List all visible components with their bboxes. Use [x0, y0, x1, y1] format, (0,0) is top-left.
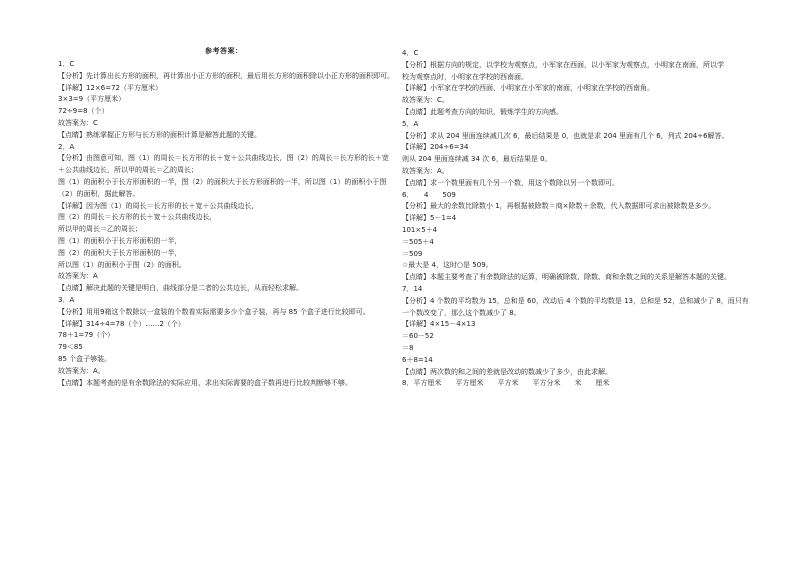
left-text-line: 【分析】先计算出长方形的面积，再计算出小正方形的面积，最后用长方形的面积除以小正方形的面积即可。 — [58, 71, 394, 80]
answer-heading: 参考答案： — [205, 47, 243, 55]
right-text-line: 5．A — [402, 119, 419, 128]
right-text-line: 101×5＋4 — [402, 225, 438, 234]
right-column — [402, 43, 747, 390]
left-text-line: 图（1）的面积小于长方形面积的一半， — [58, 236, 182, 245]
left-text-line: 所以甲的周长＝乙的周长； — [58, 225, 142, 234]
left-text-line: 故答案为：A。 — [58, 366, 105, 375]
right-text-line: 【点睛】此题考查方向的知识，锻炼学生的方向感。 — [402, 107, 563, 116]
left-text-line: 1．C — [58, 60, 75, 68]
left-text-line: 【详解】314÷4=78（个）……2（个） — [58, 319, 185, 328]
left-text-line: （2）的面积，据此解答。 — [58, 189, 140, 198]
left-text-line: 【点睛】本题考查的是有余数除法的实际应用，求出实际需要的盒子数再进行比较判断够不够。 — [58, 378, 352, 387]
left-text-line: 【分析】用用9箱这个数除以一盒装的个数看实际需要多少个盒子装，再与 85 个盒子进行比较即可。 — [58, 307, 370, 316]
right-text-line: 【点睛】两次数的和之间的差就是改动的数减少了多少，由此求解。 — [402, 367, 612, 376]
left-text-line: 【点睛】熟练掌握正方形与长方形的面积计算是解答此题的关键。 — [58, 130, 261, 139]
left-text-line: 故答案为：A — [58, 272, 98, 281]
right-text-line: 【分析】4 个数的平均数为 15，总和是 60，改动后 4 个数的平均数是 13，总和是 52，总和减少了 8，而只有 — [402, 296, 749, 305]
right-text-line: 【详解】5－1=4 — [402, 214, 457, 223]
left-text-line: 【详解】12×6=72（平方厘米） — [58, 83, 162, 92]
left-text-line: 故答案为：C — [58, 118, 98, 127]
left-text-line: 79＜85 — [58, 343, 83, 352]
heading-spacer — [58, 43, 403, 59]
left-text-line: 图（1）的面积小于长方形面积的一半，图（2）的面积大于长方形面积的一半，所以图（1）的面积小于图 — [58, 177, 387, 186]
right-text-line: ＝509 — [402, 249, 423, 258]
left-column — [58, 43, 403, 389]
left-text-line: 图（2）的周长＝长方形的长＋宽＋公共曲线边长， — [58, 213, 217, 222]
right-text-line: 4．C — [402, 49, 419, 57]
right-text-line: 【点睛】求一个数里面有几个另一个数，用这个数除以另一个数即可。 — [402, 178, 619, 187]
right-text-line: 【分析】求从 204 里面连续减几次 6，最后结果是 0，也就是求 204 里面有几个 6，列式 204÷6解答。 — [402, 131, 729, 140]
right-text-line: 【点睛】本题主要考查了有余数除法的运算，明确被除数、除数、商和余数之间的关系是解答本题的关键。 — [402, 273, 731, 282]
right-text-line: 【详解】204÷6=34 — [402, 143, 469, 152]
right-text-line: 故答案为：A。 — [402, 166, 449, 175]
left-text-line: 72÷9=8（个） — [58, 107, 109, 116]
left-text-line: 2．A — [58, 142, 75, 151]
right-text-line: ☆最大是 4，这时○是 509。 — [402, 261, 493, 270]
left-text-line: 85 个盒子够装。 — [58, 354, 112, 363]
left-text-line: 图（2）的面积大于长方形面积的一半， — [58, 248, 182, 257]
right-text-line: 校为观察点时，小明家在学校的西南面。 — [402, 72, 528, 81]
right-text-line: 故答案为：C。 — [402, 96, 449, 105]
left-text-line: 【点睛】解决此题的关键是明白，曲线部分是二者的公共边长，从而轻松求解。 — [58, 284, 303, 293]
right-text-line: 7．14 — [402, 284, 423, 293]
left-text-line: 3×3=9（平方厘米） — [58, 95, 126, 104]
left-text-line: 所以图（1）的面积小于图（2）的面积。 — [58, 260, 186, 269]
right-text-line: 6＋8=14 — [402, 355, 433, 364]
right-text-line: ＝505＋4 — [402, 237, 434, 246]
right-text-line: 【分析】根据方向的规定，以学校为观察点，小军家在西面，以小军家为观察点，小明家在南面，所以学 — [402, 60, 724, 69]
left-text-line: 3．A — [58, 295, 75, 304]
right-text-line: 一个数改变了，那么这个数减少了 8。 — [402, 308, 521, 317]
right-text-line: ＝8 — [402, 343, 414, 352]
right-text-line: 【详解】4×15－4×13 — [402, 320, 476, 329]
right-text-line: 6． 4 509 — [402, 190, 456, 199]
left-text-line: 【分析】由图意可知，图（1）的周长＝长方形的长＋宽＋公共曲线边长，图（2）的周长＝长方形的长＋宽 — [58, 154, 389, 163]
left-text-line: 78＋1=79（个） — [58, 331, 115, 340]
right-text-line: 【分析】最大的余数比除数小 1，再根据被除数＝商×除数＋余数，代入数据即可求出被除数是多少。 — [402, 202, 716, 211]
right-text-line: 【详解】小军家在学校的西面，小明家在小军家的南面，小明家在学校的西南角。 — [402, 84, 654, 93]
right-text-line: 8．平方厘米 平方厘米 平方米 平方分米 米 厘米 — [402, 379, 610, 388]
left-text-line: ＋公共曲线边长，所以甲的周长＝乙的周长； — [58, 166, 198, 175]
right-text-line: 则从 204 里面连续减 34 次 6，最后结果是 0。 — [402, 155, 552, 164]
right-text-line: ＝60－52 — [402, 332, 434, 341]
left-text-line: 【详解】因为图（1）的周长＝长方形的长＋宽＋公共曲线边长， — [58, 201, 259, 210]
